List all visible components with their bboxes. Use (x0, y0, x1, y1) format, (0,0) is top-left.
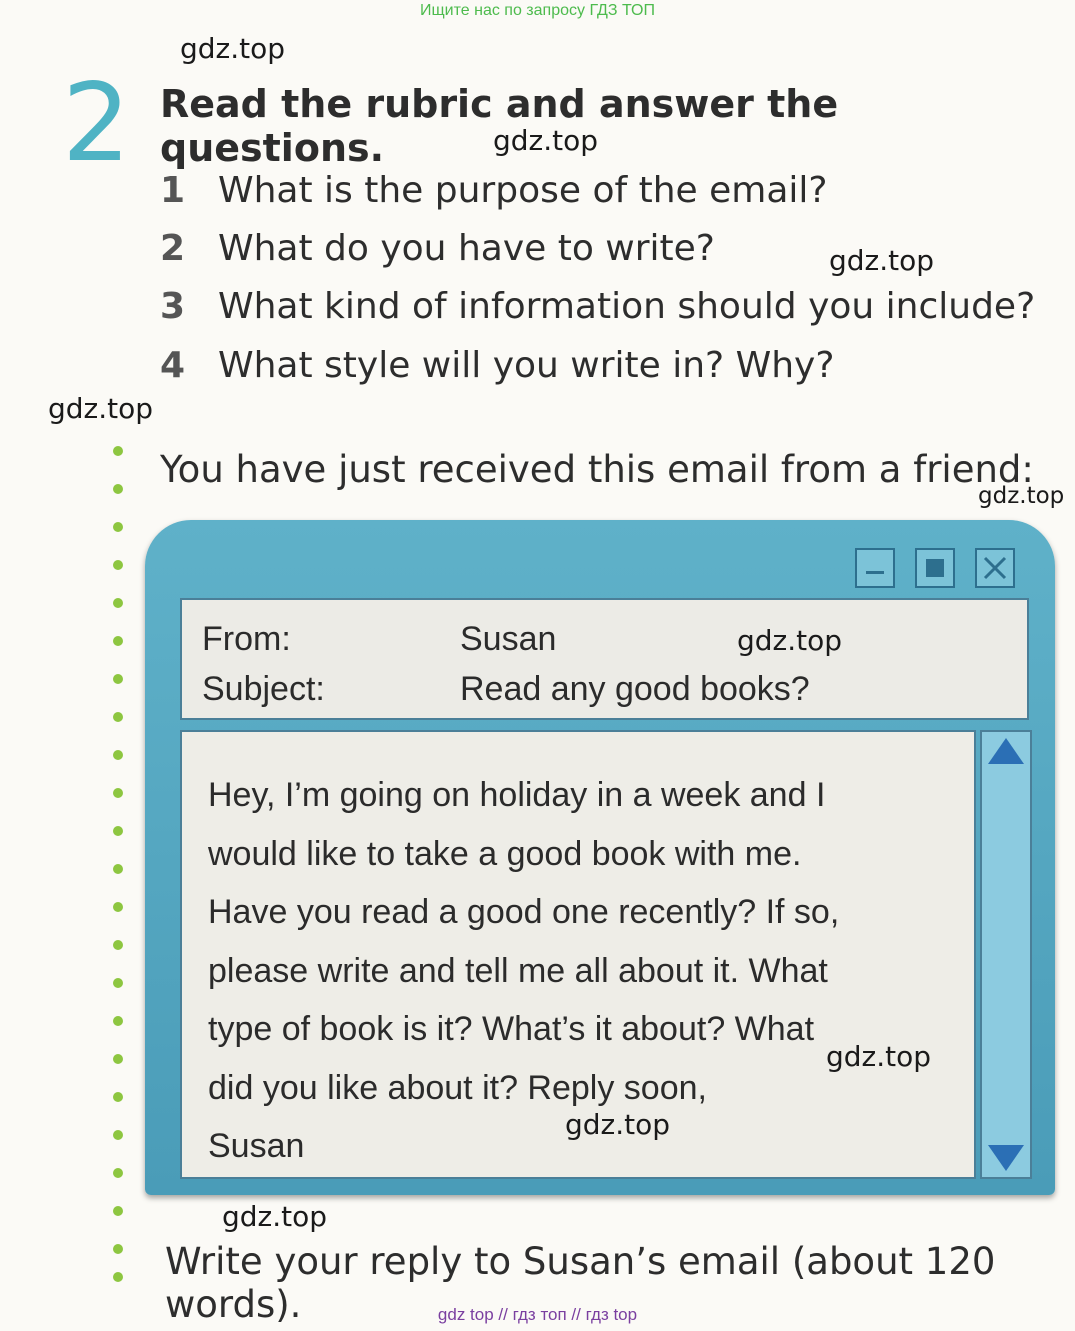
watermark: gdz.top (180, 32, 286, 65)
close-icon (981, 554, 1009, 582)
question-item (160, 228, 715, 269)
arrow-down-icon (986, 1143, 1026, 1175)
from-value: Susan (460, 620, 557, 658)
question-number: 3 (160, 286, 186, 327)
email-body-line: Have you read a good one recently? If so, (208, 893, 840, 931)
watermark: gdz.top (493, 124, 599, 157)
question-item (160, 286, 1035, 327)
watermark: gdz.top (222, 1200, 328, 1233)
watermark: gdz.top (829, 244, 935, 277)
email-window (145, 520, 1055, 1195)
question-number: 1 (160, 170, 186, 211)
minimize-icon (863, 556, 887, 580)
scroll-up-button[interactable] (982, 732, 1030, 768)
close-button[interactable] (975, 548, 1015, 588)
watermark: gdz.top (978, 483, 1065, 509)
email-body-line: type of book is it? What’s it about? What (208, 1010, 815, 1048)
minimize-button[interactable] (855, 548, 895, 588)
watermark: gdz.top (48, 392, 154, 425)
exercise-number: 2 (62, 61, 131, 186)
question-number: 2 (160, 228, 186, 269)
watermark: gdz.top (565, 1108, 671, 1141)
intro-text: You have just received this email from a friend: (160, 448, 1034, 491)
email-header (180, 598, 1029, 720)
watermark: gdz.top (737, 624, 843, 657)
email-body-line: Susan (208, 1127, 305, 1165)
scroll-down-button[interactable] (982, 1141, 1030, 1177)
top-banner: Ищите нас по запросу ГДЗ ТОП (420, 2, 655, 19)
question-text: What style will you write in? Why? (218, 345, 835, 386)
question-item (160, 345, 834, 386)
email-body-line: please write and tell me all about it. What (208, 951, 828, 990)
arrow-up-icon (986, 734, 1026, 766)
subject-value: Read any good books? (460, 670, 810, 708)
question-number: 4 (160, 345, 186, 386)
subject-label: Subject: (202, 670, 325, 708)
email-scrollbar[interactable] (980, 730, 1032, 1179)
task-text: Write your reply to Susan’s email (about 120 words). (165, 1240, 996, 1326)
question-item (160, 170, 828, 211)
maximize-button[interactable] (915, 548, 955, 588)
email-body-line: would like to take a good book with me. (208, 834, 802, 873)
exercise-heading: Read the rubric and answer the questions. (160, 82, 839, 170)
maximize-icon (923, 556, 947, 580)
question-text: What do you have to write? (218, 228, 715, 269)
question-text: What kind of information should you include? (218, 286, 1036, 327)
bottom-banner: gdz top // гдз топ // гдз top (437, 1305, 638, 1324)
watermark: gdz.top (826, 1040, 932, 1073)
question-text: What is the purpose of the email? (218, 170, 828, 211)
from-label: From: (202, 620, 291, 658)
bullet-dots-decoration (113, 440, 127, 1280)
email-body-line: did you like about it? Reply soon, (208, 1068, 707, 1107)
email-body-line: Hey, I’m going on holiday in a week and I (208, 776, 826, 814)
